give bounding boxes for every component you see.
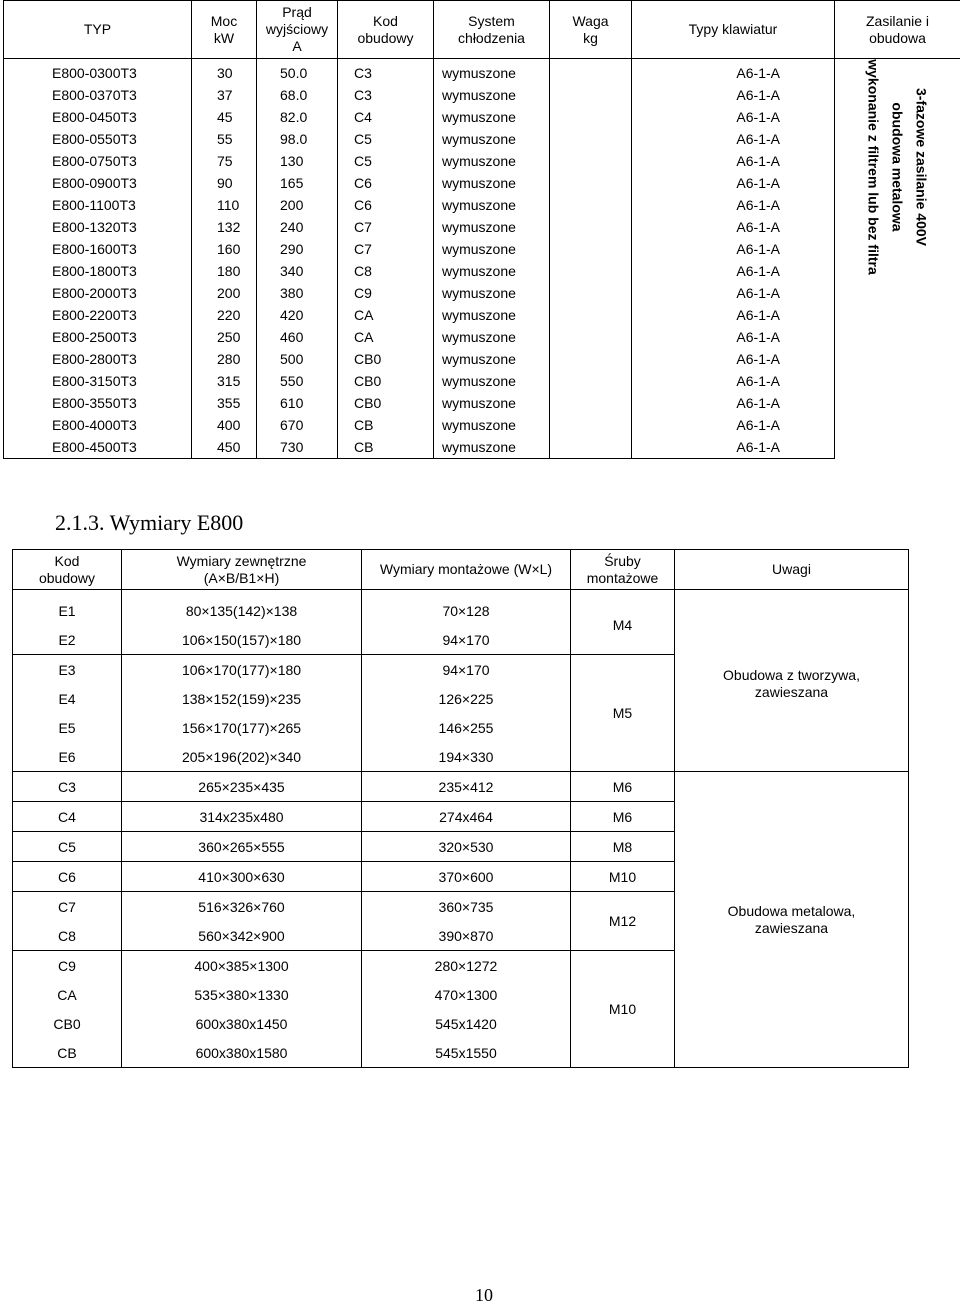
- cell-wymiary-montazowe: 274x464: [362, 802, 571, 832]
- cell-klawiatury: A6-1-A: [632, 194, 835, 216]
- cell-typ: E800-2500T3: [4, 326, 192, 348]
- cell-wymiary-zewnetrzne: 600x380x1450: [122, 1009, 362, 1038]
- cell-system: wymuszone: [434, 392, 550, 414]
- cell-sruby: M6: [571, 802, 675, 832]
- table-row: [4, 370, 960, 392]
- cell-sruby: M10: [571, 951, 675, 1068]
- cell-waga: [550, 59, 632, 85]
- cell-kod: E3: [13, 655, 122, 685]
- cell-moc: 30: [192, 59, 257, 85]
- cell-waga: [550, 392, 632, 414]
- table-header-row: [13, 550, 909, 590]
- cell-wymiary-zewnetrzne: 80×135(142)×138: [122, 590, 362, 626]
- table-row: [4, 150, 960, 172]
- header-uwagi: Uwagi: [675, 550, 909, 590]
- cell-klawiatury: A6-1-A: [632, 106, 835, 128]
- cell-sruby: M5: [571, 655, 675, 772]
- cell-kod: C4: [338, 106, 434, 128]
- cell-prad: 730: [257, 436, 338, 459]
- cell-typ: E800-2800T3: [4, 348, 192, 370]
- cell-klawiatury: A6-1-A: [632, 260, 835, 282]
- cell-moc: 132: [192, 216, 257, 238]
- cell-klawiatury: A6-1-A: [632, 414, 835, 436]
- cell-klawiatury: A6-1-A: [632, 392, 835, 414]
- cell-waga: [550, 84, 632, 106]
- header-moc: Moc kW: [192, 1, 257, 59]
- table-row: [13, 772, 909, 802]
- cell-prad: 165: [257, 172, 338, 194]
- header-prad: Prąd wyjściowy A: [257, 1, 338, 59]
- uwagi-line: zawieszana: [755, 684, 828, 700]
- zasilanie-line: 3-fazowe zasilanie 400V: [910, 59, 934, 274]
- table-row: [4, 172, 960, 194]
- cell-kod: CB: [13, 1038, 122, 1068]
- cell-prad: 82.0: [257, 106, 338, 128]
- cell-kod: C7: [13, 892, 122, 922]
- cell-kod: CB0: [338, 348, 434, 370]
- cell-sruby: M4: [571, 590, 675, 655]
- cell-kod: E1: [13, 590, 122, 626]
- cell-wymiary-zewnetrzne: 156×170(177)×265: [122, 713, 362, 742]
- cell-klawiatury: A6-1-A: [632, 128, 835, 150]
- cell-waga: [550, 238, 632, 260]
- cell-moc: 400: [192, 414, 257, 436]
- cell-sruby: M6: [571, 772, 675, 802]
- cell-prad: 340: [257, 260, 338, 282]
- table-row: [4, 414, 960, 436]
- cell-kod: C6: [338, 194, 434, 216]
- cell-kod: C4: [13, 802, 122, 832]
- cell-system: wymuszone: [434, 238, 550, 260]
- cell-moc: 450: [192, 436, 257, 459]
- cell-kod: E4: [13, 684, 122, 713]
- cell-kod: C7: [338, 216, 434, 238]
- cell-kod: C9: [13, 951, 122, 981]
- cell-klawiatury: A6-1-A: [632, 238, 835, 260]
- cell-system: wymuszone: [434, 326, 550, 348]
- cell-wymiary-montazowe: 390×870: [362, 921, 571, 951]
- header-kod-obudowy: Kod obudowy: [13, 550, 122, 590]
- uwagi-line: zawieszana: [755, 920, 828, 936]
- cell-system: wymuszone: [434, 59, 550, 85]
- dimensions-table: [12, 549, 909, 1068]
- cell-system: wymuszone: [434, 414, 550, 436]
- cell-wymiary-montazowe: 146×255: [362, 713, 571, 742]
- cell-prad: 98.0: [257, 128, 338, 150]
- cell-kod: C9: [338, 282, 434, 304]
- cell-kod: C5: [13, 832, 122, 862]
- header-wymiary-zewnetrzne: Wymiary zewnętrzne (A×B/B1×H): [122, 550, 362, 590]
- cell-wymiary-zewnetrzne: 106×150(157)×180: [122, 625, 362, 655]
- cell-kod: C7: [338, 238, 434, 260]
- cell-wymiary-montazowe: 94×170: [362, 625, 571, 655]
- zasilanie-line: obudowa metalowa: [886, 59, 910, 274]
- cell-wymiary-montazowe: 280×1272: [362, 951, 571, 981]
- cell-prad: 500: [257, 348, 338, 370]
- cell-wymiary-zewnetrzne: 535×380×1330: [122, 980, 362, 1009]
- cell-waga: [550, 414, 632, 436]
- cell-system: wymuszone: [434, 436, 550, 459]
- table-row: [4, 304, 960, 326]
- table-row: [4, 348, 960, 370]
- cell-system: wymuszone: [434, 348, 550, 370]
- table-row: [4, 59, 960, 85]
- cell-typ: E800-1320T3: [4, 216, 192, 238]
- cell-klawiatury: A6-1-A: [632, 172, 835, 194]
- cell-klawiatury: A6-1-A: [632, 150, 835, 172]
- cell-wymiary-montazowe: 545x1550: [362, 1038, 571, 1068]
- cell-sruby: M12: [571, 892, 675, 951]
- cell-prad: 200: [257, 194, 338, 216]
- cell-moc: 160: [192, 238, 257, 260]
- drive-spec-table: [3, 0, 960, 459]
- cell-moc: 200: [192, 282, 257, 304]
- cell-wymiary-zewnetrzne: 600x380x1580: [122, 1038, 362, 1068]
- cell-kod: C8: [338, 260, 434, 282]
- cell-klawiatury: A6-1-A: [632, 348, 835, 370]
- cell-wymiary-zewnetrzne: 400×385×1300: [122, 951, 362, 981]
- cell-system: wymuszone: [434, 128, 550, 150]
- cell-moc: 220: [192, 304, 257, 326]
- cell-typ: E800-2000T3: [4, 282, 192, 304]
- cell-system: wymuszone: [434, 370, 550, 392]
- cell-system: wymuszone: [434, 216, 550, 238]
- cell-prad: 550: [257, 370, 338, 392]
- cell-kod: C3: [338, 59, 434, 85]
- cell-wymiary-montazowe: 94×170: [362, 655, 571, 685]
- cell-wymiary-montazowe: 470×1300: [362, 980, 571, 1009]
- cell-moc: 180: [192, 260, 257, 282]
- cell-system: wymuszone: [434, 150, 550, 172]
- cell-typ: E800-0900T3: [4, 172, 192, 194]
- cell-system: wymuszone: [434, 194, 550, 216]
- cell-moc: 315: [192, 370, 257, 392]
- cell-kod: E5: [13, 713, 122, 742]
- cell-wymiary-zewnetrzne: 314x235x480: [122, 802, 362, 832]
- cell-wymiary-montazowe: 70×128: [362, 590, 571, 626]
- cell-wymiary-zewnetrzne: 410×300×630: [122, 862, 362, 892]
- cell-moc: 45: [192, 106, 257, 128]
- cell-system: wymuszone: [434, 84, 550, 106]
- cell-kod: C8: [13, 921, 122, 951]
- cell-klawiatury: A6-1-A: [632, 326, 835, 348]
- cell-kod: E2: [13, 625, 122, 655]
- cell-waga: [550, 128, 632, 150]
- cell-kod: C3: [13, 772, 122, 802]
- cell-prad: 460: [257, 326, 338, 348]
- cell-kod: CB0: [338, 392, 434, 414]
- cell-typ: E800-0300T3: [4, 59, 192, 85]
- cell-prad: 420: [257, 304, 338, 326]
- cell-typ: E800-2200T3: [4, 304, 192, 326]
- cell-waga: [550, 370, 632, 392]
- cell-wymiary-montazowe: 126×225: [362, 684, 571, 713]
- zasilanie-line: wykonanie z filtrem lub bez filtra: [862, 59, 886, 274]
- cell-kod: CB0: [13, 1009, 122, 1038]
- zasilanie-vertical-text: [862, 59, 934, 274]
- table-row: [13, 590, 909, 626]
- cell-kod: C3: [338, 84, 434, 106]
- header-wymiary-montazowe: Wymiary montażowe (W×L): [362, 550, 571, 590]
- table-row: [4, 84, 960, 106]
- table-row: [4, 194, 960, 216]
- header-zasilanie: Zasilanie i obudowa: [835, 1, 960, 59]
- cell-system: wymuszone: [434, 260, 550, 282]
- cell-prad: 290: [257, 238, 338, 260]
- cell-moc: 55: [192, 128, 257, 150]
- table-row: [4, 106, 960, 128]
- cell-wymiary-zewnetrzne: 560×342×900: [122, 921, 362, 951]
- page-number: 10: [475, 1285, 493, 1306]
- cell-klawiatury: A6-1-A: [632, 436, 835, 459]
- cell-zasilanie: [835, 59, 960, 459]
- cell-prad: 610: [257, 392, 338, 414]
- cell-system: wymuszone: [434, 172, 550, 194]
- cell-typ: E800-4500T3: [4, 436, 192, 459]
- cell-kod: C6: [338, 172, 434, 194]
- cell-prad: 670: [257, 414, 338, 436]
- cell-kod: CB0: [338, 370, 434, 392]
- cell-wymiary-zewnetrzne: 360×265×555: [122, 832, 362, 862]
- header-klawiatury: Typy klawiatur: [632, 1, 835, 59]
- cell-typ: E800-1100T3: [4, 194, 192, 216]
- header-typ: TYP: [4, 1, 192, 59]
- cell-moc: 250: [192, 326, 257, 348]
- cell-waga: [550, 172, 632, 194]
- table-row: [4, 238, 960, 260]
- cell-kod: C6: [13, 862, 122, 892]
- cell-typ: E800-1600T3: [4, 238, 192, 260]
- cell-typ: E800-0370T3: [4, 84, 192, 106]
- cell-moc: 280: [192, 348, 257, 370]
- cell-waga: [550, 106, 632, 128]
- cell-prad: 380: [257, 282, 338, 304]
- cell-klawiatury: A6-1-A: [632, 282, 835, 304]
- cell-kod: E6: [13, 742, 122, 772]
- cell-wymiary-montazowe: 194×330: [362, 742, 571, 772]
- cell-typ: E800-4000T3: [4, 414, 192, 436]
- cell-sruby: M10: [571, 862, 675, 892]
- cell-waga: [550, 436, 632, 459]
- header-sruby: Śruby montażowe: [571, 550, 675, 590]
- cell-klawiatury: A6-1-A: [632, 370, 835, 392]
- cell-wymiary-montazowe: 235×412: [362, 772, 571, 802]
- cell-uwagi: [675, 772, 909, 1068]
- cell-typ: E800-3150T3: [4, 370, 192, 392]
- cell-wymiary-zewnetrzne: 205×196(202)×340: [122, 742, 362, 772]
- table-row: [4, 436, 960, 459]
- cell-kod: CB: [338, 414, 434, 436]
- cell-kod: CB: [338, 436, 434, 459]
- cell-klawiatury: A6-1-A: [632, 59, 835, 85]
- cell-klawiatury: A6-1-A: [632, 84, 835, 106]
- header-kod: Kod obudowy: [338, 1, 434, 59]
- cell-moc: 355: [192, 392, 257, 414]
- cell-kod: CA: [13, 980, 122, 1009]
- table-row: [4, 326, 960, 348]
- cell-system: wymuszone: [434, 106, 550, 128]
- cell-waga: [550, 326, 632, 348]
- table-header-row: [4, 1, 960, 59]
- cell-typ: E800-0550T3: [4, 128, 192, 150]
- cell-moc: 90: [192, 172, 257, 194]
- cell-moc: 75: [192, 150, 257, 172]
- cell-kod: C5: [338, 128, 434, 150]
- cell-waga: [550, 194, 632, 216]
- header-waga: Waga kg: [550, 1, 632, 59]
- cell-wymiary-montazowe: 545x1420: [362, 1009, 571, 1038]
- cell-moc: 110: [192, 194, 257, 216]
- cell-kod: C5: [338, 150, 434, 172]
- cell-wymiary-montazowe: 360×735: [362, 892, 571, 922]
- table-row: [4, 216, 960, 238]
- table-row: [4, 392, 960, 414]
- cell-moc: 37: [192, 84, 257, 106]
- table-row: [4, 282, 960, 304]
- cell-sruby: M8: [571, 832, 675, 862]
- cell-waga: [550, 260, 632, 282]
- cell-system: wymuszone: [434, 282, 550, 304]
- cell-typ: E800-0450T3: [4, 106, 192, 128]
- cell-kod: CA: [338, 304, 434, 326]
- cell-system: wymuszone: [434, 304, 550, 326]
- cell-typ: E800-3550T3: [4, 392, 192, 414]
- section-title: 2.1.3. Wymiary E800: [55, 510, 243, 536]
- cell-prad: 240: [257, 216, 338, 238]
- cell-waga: [550, 282, 632, 304]
- cell-prad: 50.0: [257, 59, 338, 85]
- header-system: System chłodzenia: [434, 1, 550, 59]
- table-row: [4, 128, 960, 150]
- cell-wymiary-zewnetrzne: 106×170(177)×180: [122, 655, 362, 685]
- cell-prad: 68.0: [257, 84, 338, 106]
- cell-wymiary-zewnetrzne: 516×326×760: [122, 892, 362, 922]
- cell-wymiary-zewnetrzne: 265×235×435: [122, 772, 362, 802]
- cell-typ: E800-1800T3: [4, 260, 192, 282]
- cell-typ: E800-0750T3: [4, 150, 192, 172]
- uwagi-line: Obudowa z tworzywa,: [723, 667, 860, 683]
- cell-uwagi: [675, 590, 909, 772]
- cell-prad: 130: [257, 150, 338, 172]
- cell-wymiary-montazowe: 370×600: [362, 862, 571, 892]
- cell-wymiary-montazowe: 320×530: [362, 832, 571, 862]
- cell-waga: [550, 348, 632, 370]
- uwagi-line: Obudowa metalowa,: [728, 903, 856, 919]
- cell-klawiatury: A6-1-A: [632, 304, 835, 326]
- table-row: [4, 260, 960, 282]
- cell-kod: CA: [338, 326, 434, 348]
- cell-wymiary-zewnetrzne: 138×152(159)×235: [122, 684, 362, 713]
- cell-waga: [550, 304, 632, 326]
- cell-klawiatury: A6-1-A: [632, 216, 835, 238]
- cell-waga: [550, 150, 632, 172]
- cell-waga: [550, 216, 632, 238]
